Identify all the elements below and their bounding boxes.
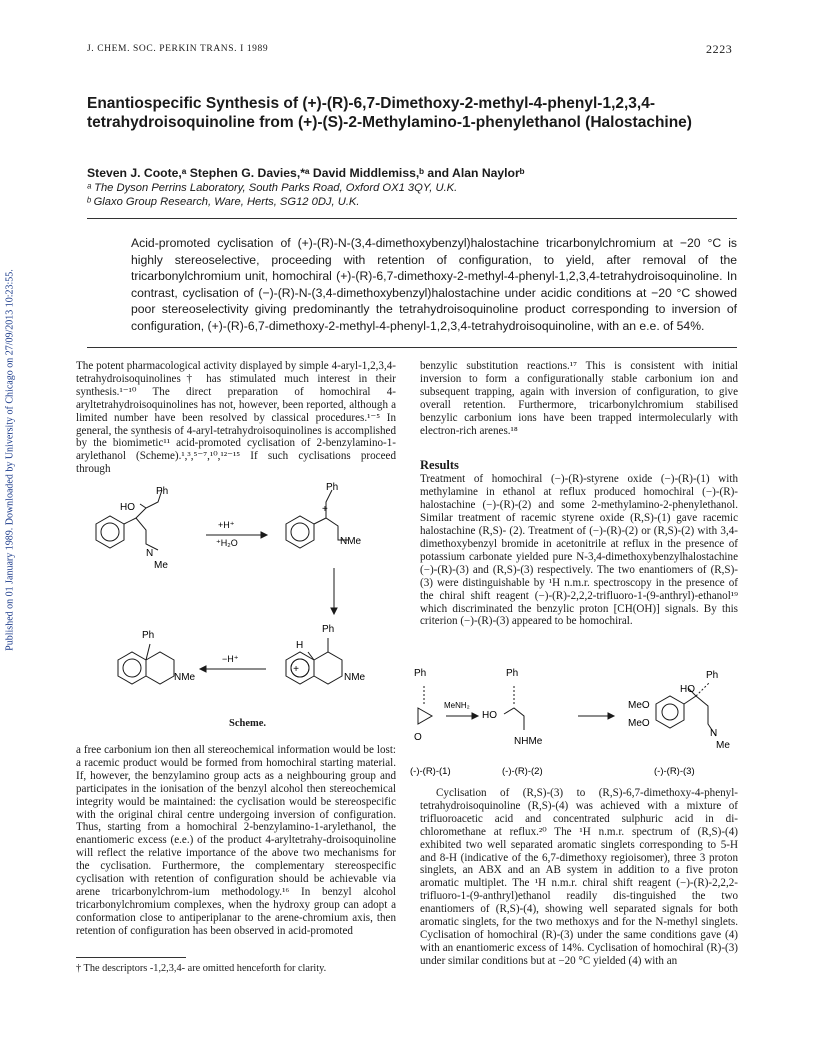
results-heading: Results — [420, 458, 459, 473]
scheme-h: H — [296, 640, 304, 651]
left-column — [76, 360, 396, 476]
reagent-menh2: MeNH₂ — [444, 701, 470, 710]
reaction-scheme — [76, 482, 396, 714]
right-paragraph-1: benzylic substitution reactions.¹⁷ This is consistent with initial inversion to form a configurationally stable carbonium ion and subsequent trapping, again with inversion of configuration, to give overall retention. Furthermore, tricarbonylchromium stabilised benzylic carbonium ions have been trapped intermolecularly with electron-rich arenes.¹⁸ — [420, 360, 738, 437]
abstract: Acid-promoted cyclisation of (+)-(R)-N-(3,4-dimethoxybenzyl)halostachine tricarbonylchromium at −20 °C is highly stereoselective, proceeding with retention of configuration, to yield, after removal of the tricarbonylchromium unit, homochiral (+)-(R)-6,7-dimethoxy-2-methyl-4-phenyl-1,2,3,4-tetrahydroisoquinoline. In contrast, cyclisation of (−)-(R)-N-(3,4-dimethoxybenzyl)halostachine under acidic conditions at −20 °C showed poor stereoselectivity giving predominantly the tetrahydroisoquinoline product corresponding to inversion of configuration, (+)-(R)-6,7-dimethoxy-2-methyl-4-phenyl-1,2,3,4-tetrahydroisoquinoline, with an e.e. of 54%. — [131, 236, 737, 333]
footnote-rule — [76, 957, 186, 958]
left-column-continued — [76, 744, 396, 938]
scheme-plus-h: +H⁺ — [218, 520, 235, 530]
compound-label-1: (-)-(R)-(1) — [410, 766, 451, 777]
author-list: Steven J. Coote,ᵃ Stephen G. Davies,*ᵃ David Middlemiss,ᵇ and Alan Naylorᵇ — [87, 166, 525, 180]
compound-1-o: O — [414, 732, 422, 743]
compound-3-n: N — [710, 728, 718, 739]
journal-header: J. CHEM. SOC. PERKIN TRANS. I 1989 — [87, 44, 269, 54]
intro-paragraph-2: a free carbonium ion then all stereochemical information would be lost: a racemic product would be formed from homochiral starting material. If, however, the benzylamino group acts as a neighbouring group and participates in the ionisation of the benzyl alcohol then stereochemical integrity would be maintained: the cyclisation would be stereospecific with the original chiral centre undergoing inversion of configuration. Thus, starting from a homochiral 2-benzylamino-1-arylethanol, the enantiomeric excess (e.e.) of the product 4-aryltetrahy-droisoquinoline will reflect the relative importance of the above two mechanisms for the cyclisation. Furthermore, the complementary stereospecific cyclisation with retention of configuration should be achievable via arene tricarbonylchrom-ium methodology.¹⁶ In benzyl alcohol tricarbonylchromium complexes, when the hydroxy group can adopt a conformation close to antiperiplanar to the arene-chromium axis, then retention of configuration has been observed in acid-promoted — [76, 744, 396, 937]
scheme-me: Me — [154, 560, 168, 571]
scheme-ph-1: Ph — [156, 486, 169, 497]
benzene-ring-4 — [118, 652, 146, 684]
compound-label-3: (-)-(R)-(3) — [654, 766, 695, 777]
compound-2-ho: HO — [482, 710, 497, 721]
scheme-plus-ring: + — [293, 664, 299, 675]
scheme-ph-3: Ph — [322, 624, 335, 635]
scheme-nme-2: NMe — [344, 672, 366, 683]
scheme-minus-h2o: ⁺H₂O — [216, 538, 238, 548]
right-column-continued — [420, 787, 738, 968]
footnote: † The descriptors -1,2,3,4- are omitted henceforth for clarity. — [76, 963, 327, 974]
scheme-minus-h: −H⁺ — [222, 654, 239, 664]
download-notice: Published on 01 January 1989. Downloaded by University of Chicago on 27/09/2013 10:23:55. — [4, 269, 16, 651]
scheme-ph-2: Ph — [326, 482, 339, 493]
compound-3-meo-2: MeO — [628, 718, 650, 729]
download-sidebar — [4, 200, 16, 720]
scheme-nme-1: NMe — [340, 536, 362, 547]
right-column — [420, 360, 738, 628]
article-title: Enantiospecific Synthesis of (+)-(R)-6,7-Dimethoxy-2-methyl-4-phenyl-1,2,3,4-tetrahydroisoquinoline from (+)-(S)-2-Methylamino-1-phenylethanol (Halostachine) — [87, 95, 692, 131]
compound-3-ph: Ph — [706, 670, 719, 681]
abstract-rule — [87, 347, 737, 348]
benzene-ring-2 — [286, 516, 314, 548]
scheme-ho: HO — [120, 502, 135, 513]
benzene-ring-3 — [286, 652, 314, 684]
compound-2-nhme: NHMe — [514, 736, 543, 747]
results-paragraph-2: Cyclisation of (R,S)-(3) to (R,S)-6,7-dimethoxy-4-phenyl-tetrahydroisoquinoline (R,S)-(4) was achieved with a mixture of trifluoroacetic acid and concentrated sulphuric acid in di-chloromethane at reflux.²⁰ The ¹H n.m.r. spectrum of (R,S)-(4) exhibited two well separated aromatic singlets corresponding to 5-H and 8-H (indicative of the 6,7-dimethoxy regioisomer), three 3 proton singlets, an ABX and an AB system in addition to a five proton aromatic multiplet. The ¹H n.m.r. chiral shift reagent (−)-(R)-2,2,2-trifluoro-1-(9-anthryl)ethanol readily dis-tinguished the two enantiomers of (R,S)-(4), showing well separated signals for both aromatic singlets, for the two methoxys and for the N-methyl singlets. Cyclisation of homochiral (R)-(3) under the same conditions gave (4) with an enantiomeric excess of 14%. Cyclisation of homochiral (R)-(3) under similar conditions but at −20 °C yielded (4) with an — [420, 787, 738, 967]
top-rule — [87, 218, 737, 219]
compound-3-ho: HO — [680, 684, 695, 695]
benzene-ring-1 — [96, 516, 124, 548]
scheme-nme-3: NMe — [174, 672, 196, 683]
scheme-plus: + — [322, 504, 328, 515]
page-number: 2223 — [706, 42, 733, 56]
compound-structures — [410, 664, 738, 780]
compound-1-ph: Ph — [414, 668, 427, 679]
affiliation-b: ᵇ Glaxo Group Research, Ware, Herts, SG12 0DJ, U.K. — [87, 196, 360, 208]
results-paragraph-1: Treatment of homochiral (−)-(R)-styrene oxide (−)-(R)-(1) with methylamine in ethanol at reflux produced homochiral (−)-(R)-halostachine (−)-(R)-(2) and some 2-methylamino-2-phenylethanol. Similar treatment of racemic styrene oxide (R,S)-(1) gave racemic halostachine (R,S)- (2). Treatment of (−)-(R)-(2) or (R,S)-(2) with 3,4-dimethoxybenzyl bromide in acetonitrile at reflux in the presence of potassium carbonate yielded pure N-3,4-dimethoxybenzylhalostachine (−)-(R)-(3) and (R,S)-(3) respectively. The two enantiomers of (R,S)-(3) were distinguishable by ¹H n.m.r. spectroscopy in the presence of the chiral shift reagent (−)-(R)-2,2,2-trifluoro-1-(9-anthryl)-ethanol¹⁹ which discriminated the benzylic proton [CH(OH)] signals. By this criterion (−)-(R)-(3) appeared to be homochiral. — [420, 473, 738, 628]
compound-3-meo-1: MeO — [628, 700, 650, 711]
compound-2-ph: Ph — [506, 668, 519, 679]
scheme-ph-4: Ph — [142, 630, 155, 641]
intro-paragraph-1: The potent pharmacological activity displayed by simple 4-aryl-1,2,3,4-tetrahydroisoquinolines† has stimulated much interest in their synthesis.¹⁻¹⁰ The direct preparation of homochiral 4-aryltetrahydroisoquinolines has not, however, been reported, although a limited number have been resolved by classical procedures.¹⁻⁵ In general, the synthesis of 4-aryl-tetrahydroisoquinolines is accomplished by the biomimetic¹¹ acid-promoted cyclisation of 2-benzylamino-1-arylethanol (Scheme).¹,³,⁵⁻⁷,¹⁰,¹²⁻¹⁵ If such cyclisations proceed through — [76, 360, 396, 476]
compound-label-2: (-)-(R)-(2) — [502, 766, 543, 777]
compound-3-me: Me — [716, 740, 730, 751]
affiliation-a: ᵃ The Dyson Perrins Laboratory, South Parks Road, Oxford OX1 3QY, U.K. — [87, 182, 458, 194]
scheme-n: N — [146, 548, 154, 559]
scheme-caption: Scheme. — [229, 718, 267, 729]
